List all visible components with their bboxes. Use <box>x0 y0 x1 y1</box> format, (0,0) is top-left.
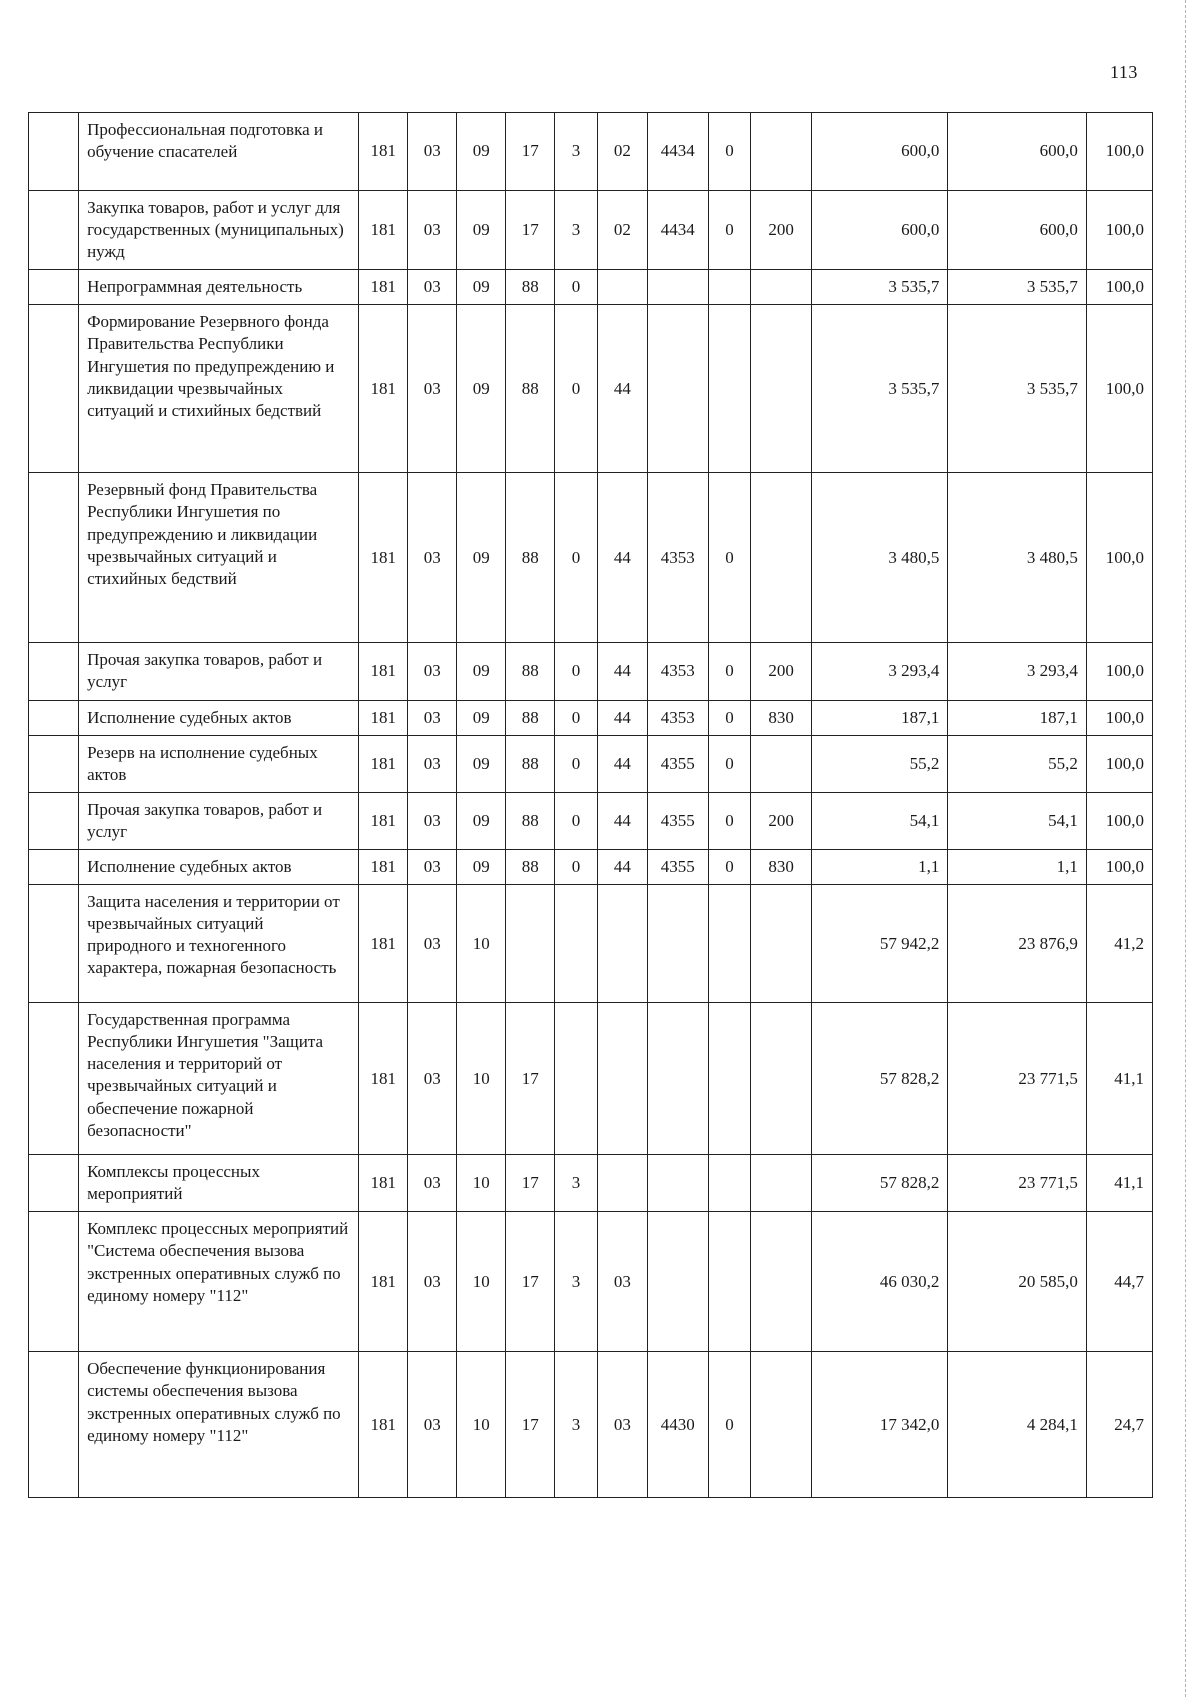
code-cell-1: 181 <box>359 305 408 473</box>
code-cell-6: 44 <box>597 473 647 643</box>
row-name-cell: Обеспечение функционирования системы обеспечения вызова экстренных оперативных служб по единому номеру "112" <box>79 1352 359 1498</box>
row-index-cell <box>29 270 79 305</box>
code-cell-6 <box>597 1003 647 1155</box>
percent-cell: 41,1 <box>1086 1003 1152 1155</box>
code-cell-5 <box>555 1003 598 1155</box>
row-index-cell <box>29 1155 79 1212</box>
code-cell-3: 09 <box>457 643 506 700</box>
table-row <box>29 1352 1153 1498</box>
percent-cell: 100,0 <box>1086 305 1152 473</box>
code-cell-3: 09 <box>457 735 506 792</box>
row-index-cell <box>29 1003 79 1155</box>
code-cell-9 <box>751 473 812 643</box>
code-cell-6: 44 <box>597 643 647 700</box>
code-cell-4: 88 <box>506 735 555 792</box>
code-cell-6: 44 <box>597 700 647 735</box>
code-cell-8: 0 <box>708 735 751 792</box>
scan-edge-line <box>1185 0 1186 1697</box>
code-cell-5: 3 <box>555 1155 598 1212</box>
code-cell-2: 03 <box>408 885 457 1003</box>
actual-amount-cell: 187,1 <box>948 700 1087 735</box>
plan-amount-cell: 57 828,2 <box>811 1003 947 1155</box>
code-cell-9 <box>751 305 812 473</box>
code-cell-3: 10 <box>457 885 506 1003</box>
code-cell-5: 3 <box>555 191 598 270</box>
code-cell-9: 200 <box>751 191 812 270</box>
code-cell-2: 03 <box>408 191 457 270</box>
code-cell-5 <box>555 885 598 1003</box>
code-cell-3: 09 <box>457 792 506 849</box>
code-cell-2: 03 <box>408 700 457 735</box>
code-cell-1: 181 <box>359 113 408 191</box>
code-cell-2: 03 <box>408 1352 457 1498</box>
row-name-cell: Исполнение судебных актов <box>79 700 359 735</box>
table-row <box>29 305 1153 473</box>
table-row <box>29 113 1153 191</box>
code-cell-9: 200 <box>751 643 812 700</box>
table-row <box>29 885 1153 1003</box>
plan-amount-cell: 1,1 <box>811 850 947 885</box>
code-cell-2: 03 <box>408 792 457 849</box>
code-cell-1: 181 <box>359 735 408 792</box>
code-cell-5: 0 <box>555 700 598 735</box>
code-cell-8: 0 <box>708 473 751 643</box>
table-row <box>29 792 1153 849</box>
plan-amount-cell: 17 342,0 <box>811 1352 947 1498</box>
row-name-cell: Закупка товаров, работ и услуг для государственных (муниципальных) нужд <box>79 191 359 270</box>
code-cell-4: 17 <box>506 1155 555 1212</box>
code-cell-1: 181 <box>359 473 408 643</box>
row-index-cell <box>29 191 79 270</box>
code-cell-9: 200 <box>751 792 812 849</box>
code-cell-4: 17 <box>506 1003 555 1155</box>
code-cell-8 <box>708 1003 751 1155</box>
percent-cell: 100,0 <box>1086 700 1152 735</box>
table-row <box>29 850 1153 885</box>
code-cell-6 <box>597 270 647 305</box>
code-cell-5: 3 <box>555 1212 598 1352</box>
code-cell-8 <box>708 270 751 305</box>
code-cell-4: 88 <box>506 643 555 700</box>
row-name-cell: Государственная программа Республики Ингушетия "Защита населения и территорий от чрезвычайных ситуаций и обеспечение пожарной безопасности" <box>79 1003 359 1155</box>
row-index-cell <box>29 1212 79 1352</box>
code-cell-8: 0 <box>708 643 751 700</box>
code-cell-7 <box>647 1155 708 1212</box>
code-cell-2: 03 <box>408 270 457 305</box>
row-name-cell: Прочая закупка товаров, работ и услуг <box>79 792 359 849</box>
code-cell-1: 181 <box>359 1212 408 1352</box>
code-cell-5: 0 <box>555 270 598 305</box>
plan-amount-cell: 54,1 <box>811 792 947 849</box>
code-cell-3: 10 <box>457 1155 506 1212</box>
code-cell-7 <box>647 270 708 305</box>
code-cell-1: 181 <box>359 270 408 305</box>
code-cell-4: 88 <box>506 270 555 305</box>
row-name-cell: Резервный фонд Правительства Республики Ингушетия по предупреждению и ликвидации чрезвычайных ситуаций и стихийных бедствий <box>79 473 359 643</box>
budget-table-body <box>29 113 1153 1498</box>
percent-cell: 100,0 <box>1086 270 1152 305</box>
code-cell-2: 03 <box>408 850 457 885</box>
code-cell-6: 44 <box>597 735 647 792</box>
code-cell-3: 09 <box>457 700 506 735</box>
code-cell-2: 03 <box>408 1212 457 1352</box>
percent-cell: 100,0 <box>1086 792 1152 849</box>
code-cell-8 <box>708 885 751 1003</box>
table-row <box>29 1155 1153 1212</box>
plan-amount-cell: 600,0 <box>811 191 947 270</box>
code-cell-6: 44 <box>597 792 647 849</box>
code-cell-7: 4355 <box>647 735 708 792</box>
code-cell-8: 0 <box>708 792 751 849</box>
code-cell-6 <box>597 1155 647 1212</box>
plan-amount-cell: 3 535,7 <box>811 305 947 473</box>
code-cell-4: 88 <box>506 792 555 849</box>
code-cell-9: 830 <box>751 850 812 885</box>
row-name-cell: Профессиональная подготовка и обучение спасателей <box>79 113 359 191</box>
percent-cell: 41,1 <box>1086 1155 1152 1212</box>
code-cell-7: 4355 <box>647 850 708 885</box>
percent-cell: 100,0 <box>1086 643 1152 700</box>
code-cell-1: 181 <box>359 850 408 885</box>
page-number: 113 <box>1110 62 1138 82</box>
code-cell-4: 17 <box>506 1352 555 1498</box>
row-index-cell <box>29 850 79 885</box>
code-cell-9: 830 <box>751 700 812 735</box>
code-cell-4: 17 <box>506 113 555 191</box>
code-cell-9 <box>751 735 812 792</box>
code-cell-3: 10 <box>457 1003 506 1155</box>
code-cell-9 <box>751 1003 812 1155</box>
code-cell-4: 88 <box>506 473 555 643</box>
code-cell-3: 10 <box>457 1352 506 1498</box>
row-name-cell: Резерв на исполнение судебных актов <box>79 735 359 792</box>
actual-amount-cell: 600,0 <box>948 113 1087 191</box>
row-name-cell: Комплексы процессных мероприятий <box>79 1155 359 1212</box>
actual-amount-cell: 55,2 <box>948 735 1087 792</box>
percent-cell: 100,0 <box>1086 113 1152 191</box>
code-cell-1: 181 <box>359 1003 408 1155</box>
code-cell-3: 10 <box>457 1212 506 1352</box>
code-cell-7: 4434 <box>647 113 708 191</box>
row-index-cell <box>29 113 79 191</box>
row-name-cell: Непрограммная деятельность <box>79 270 359 305</box>
actual-amount-cell: 4 284,1 <box>948 1352 1087 1498</box>
code-cell-8: 0 <box>708 191 751 270</box>
code-cell-7: 4353 <box>647 473 708 643</box>
code-cell-5: 3 <box>555 1352 598 1498</box>
code-cell-9 <box>751 1352 812 1498</box>
code-cell-2: 03 <box>408 1155 457 1212</box>
code-cell-6: 03 <box>597 1352 647 1498</box>
code-cell-2: 03 <box>408 643 457 700</box>
percent-cell: 100,0 <box>1086 191 1152 270</box>
code-cell-5: 0 <box>555 305 598 473</box>
row-name-cell: Защита населения и территории от чрезвычайных ситуаций природного и техногенного характера, пожарная безопасность <box>79 885 359 1003</box>
code-cell-9 <box>751 885 812 1003</box>
code-cell-6: 02 <box>597 113 647 191</box>
code-cell-6: 44 <box>597 305 647 473</box>
code-cell-4: 17 <box>506 191 555 270</box>
code-cell-1: 181 <box>359 1155 408 1212</box>
plan-amount-cell: 3 293,4 <box>811 643 947 700</box>
row-name-cell: Комплекс процессных мероприятий "Система обеспечения вызова экстренных оперативных служб по единому номеру "112" <box>79 1212 359 1352</box>
code-cell-8: 0 <box>708 1352 751 1498</box>
actual-amount-cell: 600,0 <box>948 191 1087 270</box>
code-cell-4 <box>506 885 555 1003</box>
table-row <box>29 700 1153 735</box>
row-index-cell <box>29 643 79 700</box>
table-row <box>29 643 1153 700</box>
code-cell-7: 4430 <box>647 1352 708 1498</box>
code-cell-1: 181 <box>359 191 408 270</box>
row-index-cell <box>29 1352 79 1498</box>
table-row <box>29 473 1153 643</box>
code-cell-3: 09 <box>457 850 506 885</box>
actual-amount-cell: 54,1 <box>948 792 1087 849</box>
percent-cell: 100,0 <box>1086 735 1152 792</box>
row-name-cell: Исполнение судебных актов <box>79 850 359 885</box>
code-cell-8: 0 <box>708 113 751 191</box>
table-row <box>29 735 1153 792</box>
code-cell-6: 02 <box>597 191 647 270</box>
row-index-cell <box>29 885 79 1003</box>
code-cell-1: 181 <box>359 643 408 700</box>
code-cell-6: 03 <box>597 1212 647 1352</box>
code-cell-7 <box>647 1212 708 1352</box>
code-cell-2: 03 <box>408 473 457 643</box>
code-cell-7 <box>647 885 708 1003</box>
code-cell-5: 0 <box>555 850 598 885</box>
code-cell-3: 09 <box>457 473 506 643</box>
plan-amount-cell: 3 480,5 <box>811 473 947 643</box>
percent-cell: 41,2 <box>1086 885 1152 1003</box>
table-row <box>29 1212 1153 1352</box>
code-cell-3: 09 <box>457 113 506 191</box>
plan-amount-cell: 187,1 <box>811 700 947 735</box>
code-cell-8 <box>708 1212 751 1352</box>
percent-cell: 44,7 <box>1086 1212 1152 1352</box>
plan-amount-cell: 46 030,2 <box>811 1212 947 1352</box>
code-cell-8 <box>708 305 751 473</box>
code-cell-1: 181 <box>359 700 408 735</box>
row-index-cell <box>29 792 79 849</box>
code-cell-5: 0 <box>555 792 598 849</box>
code-cell-4: 17 <box>506 1212 555 1352</box>
code-cell-8: 0 <box>708 700 751 735</box>
code-cell-5: 3 <box>555 113 598 191</box>
code-cell-2: 03 <box>408 735 457 792</box>
code-cell-5: 0 <box>555 473 598 643</box>
actual-amount-cell: 3 535,7 <box>948 305 1087 473</box>
actual-amount-cell: 3 293,4 <box>948 643 1087 700</box>
actual-amount-cell: 3 480,5 <box>948 473 1087 643</box>
code-cell-7: 4353 <box>647 700 708 735</box>
code-cell-2: 03 <box>408 305 457 473</box>
code-cell-2: 03 <box>408 113 457 191</box>
percent-cell: 100,0 <box>1086 850 1152 885</box>
code-cell-7: 4353 <box>647 643 708 700</box>
code-cell-4: 88 <box>506 700 555 735</box>
actual-amount-cell: 20 585,0 <box>948 1212 1087 1352</box>
plan-amount-cell: 3 535,7 <box>811 270 947 305</box>
code-cell-6 <box>597 885 647 1003</box>
code-cell-3: 09 <box>457 305 506 473</box>
code-cell-2: 03 <box>408 1003 457 1155</box>
code-cell-9 <box>751 1155 812 1212</box>
code-cell-7: 4434 <box>647 191 708 270</box>
code-cell-7 <box>647 305 708 473</box>
row-name-cell: Формирование Резервного фонда Правительства Республики Ингушетия по предупреждению и ликвидации чрезвычайных ситуаций и стихийных бедствий <box>79 305 359 473</box>
plan-amount-cell: 600,0 <box>811 113 947 191</box>
table-row <box>29 1003 1153 1155</box>
code-cell-8: 0 <box>708 850 751 885</box>
code-cell-9 <box>751 1212 812 1352</box>
row-index-cell <box>29 735 79 792</box>
code-cell-3: 09 <box>457 270 506 305</box>
plan-amount-cell: 57 942,2 <box>811 885 947 1003</box>
table-row <box>29 191 1153 270</box>
actual-amount-cell: 23 771,5 <box>948 1003 1087 1155</box>
code-cell-4: 88 <box>506 850 555 885</box>
code-cell-9 <box>751 270 812 305</box>
row-name-cell: Прочая закупка товаров, работ и услуг <box>79 643 359 700</box>
code-cell-6: 44 <box>597 850 647 885</box>
code-cell-7 <box>647 1003 708 1155</box>
code-cell-5: 0 <box>555 643 598 700</box>
code-cell-1: 181 <box>359 1352 408 1498</box>
percent-cell: 100,0 <box>1086 473 1152 643</box>
percent-cell: 24,7 <box>1086 1352 1152 1498</box>
code-cell-9 <box>751 113 812 191</box>
actual-amount-cell: 3 535,7 <box>948 270 1087 305</box>
plan-amount-cell: 57 828,2 <box>811 1155 947 1212</box>
actual-amount-cell: 23 771,5 <box>948 1155 1087 1212</box>
code-cell-5: 0 <box>555 735 598 792</box>
code-cell-1: 181 <box>359 792 408 849</box>
row-index-cell <box>29 305 79 473</box>
table-row <box>29 270 1153 305</box>
actual-amount-cell: 1,1 <box>948 850 1087 885</box>
code-cell-7: 4355 <box>647 792 708 849</box>
row-index-cell <box>29 700 79 735</box>
code-cell-8 <box>708 1155 751 1212</box>
code-cell-1: 181 <box>359 885 408 1003</box>
plan-amount-cell: 55,2 <box>811 735 947 792</box>
row-index-cell <box>29 473 79 643</box>
budget-table <box>28 112 1153 1498</box>
code-cell-3: 09 <box>457 191 506 270</box>
code-cell-4: 88 <box>506 305 555 473</box>
actual-amount-cell: 23 876,9 <box>948 885 1087 1003</box>
